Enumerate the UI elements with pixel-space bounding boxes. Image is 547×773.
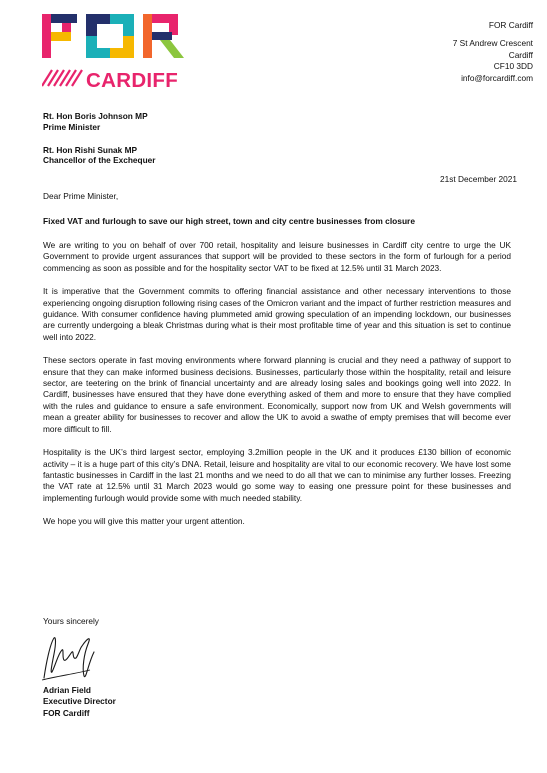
recipient-name: Rt. Hon Rishi Sunak MP [43,144,138,155]
body-paragraph: We are writing to you on behalf of over 700 retail, hospitality and leisure businesses in Cardiff city centre to urge the UK Government to provide urgent assurances that support will be provided to these sectors in the form of furlough for a period commencing as soon as possible and for the hospitality sector VAT to be fixed at 12.5% until 31 March 2023. [43,240,511,273]
sender-address-line: Cardiff [508,49,533,60]
closing: Yours sincerely [43,616,99,626]
body-paragraph: These sectors operate in fast moving environments where forward planning is crucial and they need a pathway of support to ensure that they can make informed business decisions. Businesses, particularly those within the hospitality, retail and leisure sector, are teetering on the brink of financial uncertainty and are already losing sales and bookings going well into 2022. In Cardiff, businesses have ensured that they have done everything asked of them and more to ensure that they have complied with the rules and guidance to ensure a safe environment. Economically, support now from UK and Welsh governments will mean a greater ability for businesses to recover and allow the UK to avoid a swathe of empty premises that will become ever more difficult to fill. [43,355,511,434]
logo-line2: CARDIFF [86,69,179,92]
letter-date: 21st December 2021 [439,174,517,184]
signatory-title: Executive Director [43,696,116,707]
signatory-block [43,685,116,719]
body-paragraph: It is imperative that the Government commits to offering financial assistance and other necessary interventions to those experiencing ongoing disruption following rising cases of the Omicron variant and the impact of further restriction measures and guidance. With consumer confidence having plummeted amid growing speculation of an impending lockdown, our businesses are currently undergoing a bleak Christmas during what is their most profitable time of year and this situation is set to continue well into 2022. [43,286,511,342]
sender-name: FOR Cardiff [488,20,533,30]
handwritten-signature [38,624,100,686]
signatory-organisation: FOR Cardiff [43,707,90,718]
sender-email: info@forcardiff.com [461,72,533,83]
recipient-role: Chancellor of the Exchequer [43,155,156,166]
letter-body [43,240,511,540]
sender-address-block [453,20,533,84]
for-cardiff-logo [42,14,194,92]
salutation: Dear Prime Minister, [43,191,119,201]
body-paragraph: We hope you will give this matter your urgent attention. [43,516,245,527]
recipient-role: Prime Minister [43,121,101,132]
recipient-block [43,111,156,166]
sender-address-line: 7 St Andrew Crescent [452,38,533,49]
sender-postcode: CF10 3DD [493,61,533,72]
signatory-name: Adrian Field [43,685,91,695]
letter-subject: Fixed VAT and furlough to save our high street, town and city centre businesses from closure [43,216,415,226]
body-paragraph: Hospitality is the UK’s third largest sector, employing 3.2million people in the UK and it produces £130 billion of economic activity – it is a huge part of this city’s DNA. Retail, leisure and hospitality are vital to our economic recovery. We have lost some fantastic businesses in Cardiff in the last 21 months and we need to do all that we can to minimise any further losses. Freezing the VAT rate at 12.5% until 31 March 2023 would go some way to easing one pressure point for these businesses and implementing furlough would provide some with much needed stability. [43,447,511,503]
recipient-name: Rt. Hon Boris Johnson MP [43,111,148,121]
